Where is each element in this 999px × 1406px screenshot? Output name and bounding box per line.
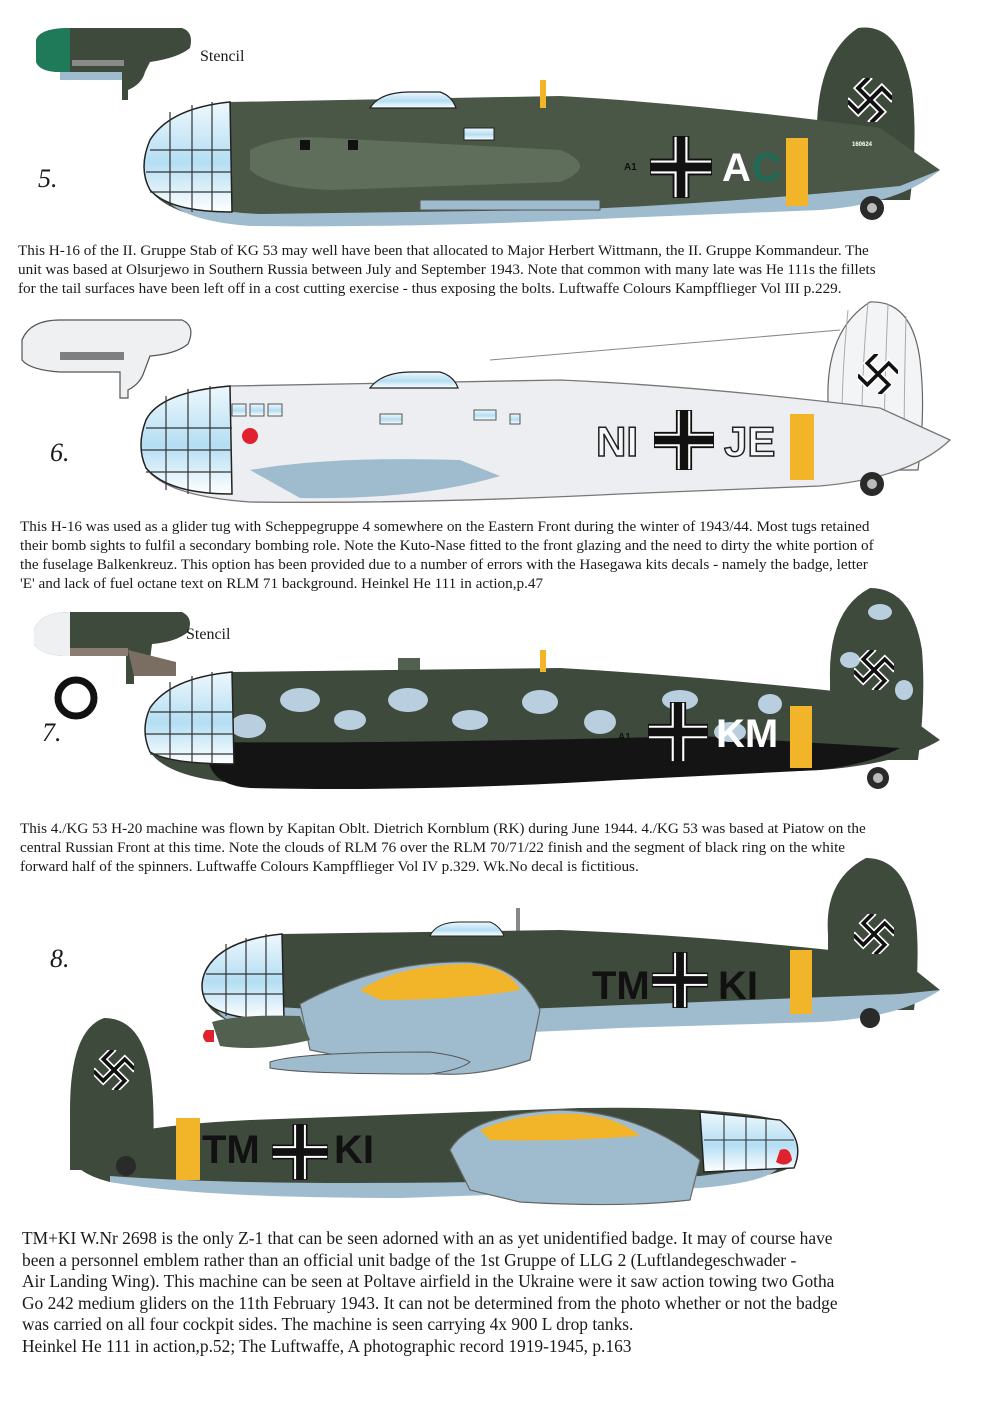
caption-line: the fuselage Balkenkreuz. This option has been provided due to a number of errors with the Hasegawa kits decals - namely the badge, letter [20,556,868,573]
caption-line: This H-16 of the II. Gruppe Stab of KG 53 may well have been that allocated to Major Herbert Wittmann, the II. Gruppe Kommandeur. The [18,242,869,259]
profile-7-number: 7. [42,718,62,747]
profile-5-stencil-label: Stencil [200,48,245,65]
profile-8-lower-code-right: KI [334,1128,374,1172]
profile-6-code-right: JE [724,418,776,465]
profile-7-stencil-label: Stencil [186,626,231,643]
profile-5-code-right: C [752,146,781,190]
profile-7-caption [20,819,866,876]
profile-5-aircraft [36,28,940,227]
profile-5-number: 5. [38,164,58,193]
profile-8-lower-code-left: TM [202,1128,260,1172]
profile-6-caption [20,517,874,593]
caption-line: 'E' and lack of fuel octane text on RLM 71 background. Heinkel He 111 in action,p.47 [20,575,544,592]
caption-line: Air Landing Wing). This machine can be seen at Poltave airfield in the Ukraine were it saw action towing two Gotha [22,1271,835,1291]
profile-6-engine-detail [22,320,191,398]
caption-line: their bomb sights to fulfil a secondary bombing role. Note the Kuto-Nase fitted to the front glazing and the need to dirty the white portion of [20,537,874,554]
profile-6-aircraft [22,302,950,502]
caption-line: central Russian Front at this time. Note the clouds of RLM 76 over the RLM 70/71/22 finish and the segment of black ring on the white [20,839,846,856]
profile-8-number: 8. [50,944,70,973]
profile-8-upper-code-right: KI [718,964,758,1008]
caption-line: Go 242 medium gliders on the 11th February 1943. It can not be determined from the photo whether or not the badge [22,1292,838,1313]
profile-8-upper-code-left: TM [592,964,650,1008]
profile-7-small-code: A1 [618,732,631,743]
caption-line: forward half of the spinners. Luftwaffe Colours Kampfflieger Vol IV p.329. Wk.No decal is fictitious. [20,858,639,875]
caption-line: unit was based at Olsurjewo in Southern Russia between July and September 1943. Note that common with many late was He 111s the fillets [18,261,876,278]
caption-line: for the tail surfaces have been left off in a cost cutting exercise - thus exposing the bolts. Luftwaffe Colours Kampfflieger Vol III p.229. [18,280,842,297]
profile-5-code-left: A [722,146,751,190]
profile-5-engine-detail [36,28,191,100]
caption-line: This 4./KG 53 H-20 machine was flown by Kapitan Oblt. Dietrich Kornblum (RK) during June 1944. 4./KG 53 was based at Piatow on the [20,820,866,837]
profile-5-small-code: A1 [624,162,637,173]
profile-8-aircraft-upper [202,858,940,1074]
caption-line: was carried on all four cockpit sides. The machine is seen carrying 4x 900 L drop tanks. [22,1314,634,1334]
caption-line: Heinkel He 111 in action,p.52; The Luftwaffe, A photographic record 1919-1945, p.163 [22,1335,632,1356]
caption-line: TM+KI W.Nr 2698 is the only Z-1 that can be seen adorned with an as yet unidentified badge. It may of course have [22,1228,833,1248]
profile-7-code: KM [716,712,779,756]
caption-line: This H-16 was used as a glider tug with Scheppegruppe 4 somewhere on the Eastern Front during the winter of 1943/44. Most tugs retained [20,518,870,535]
profile-6-code-left: NI [596,418,638,465]
profile-7-aircraft [34,588,940,789]
profile-8-caption [22,1228,838,1357]
caption-line: been a personnel emblem rather than an official unit badge of the 1st Gruppe of LLG 2 (Luftlandegeschwader - [22,1249,797,1270]
profile-6-number: 6. [50,438,70,467]
profile-5-caption [18,241,876,298]
profile-5-werknummer: 160624 [852,142,873,148]
